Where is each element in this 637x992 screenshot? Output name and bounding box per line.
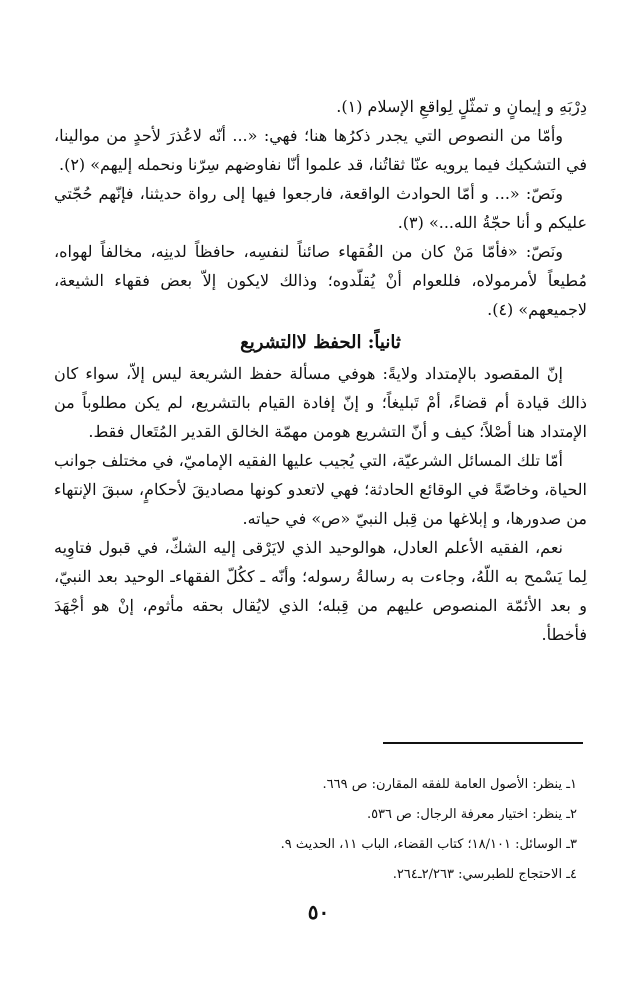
paragraph-1: دِرْبَهِ و إيمانٍ و تمثّلٍ لِواقعِ الإسلام (١). bbox=[336, 97, 587, 116]
section-heading: ثانياً: الحفظ لاالتشريع bbox=[240, 332, 401, 353]
page-number: ٥٠ bbox=[307, 900, 330, 924]
footnote-3: ٣ـ الوسائل: ١٨/١٠١؛ كتاب القضاء، الباب ١١، الحديث ٩. bbox=[280, 837, 577, 852]
paragraph-5: إنّ المقصود بالإمتداد ولايةً: هوفي مسألة حفظ الشريعة ليس إلاّ، سواء كان ذالك قيادة أم قضاءً، أمْ تَبليغاً؛ و إنّ إفادة القيام بالتشريع، لم يكن مطلوباً من الإمتداد هنا أصْلاً؛ كيف و أنّ التشريع هومن مهمّة الخالق القدير المُتَعال فقط. bbox=[54, 364, 587, 441]
footnote-4: ٤ـ الاحتجاج للطبرسي: ٢/٢٦٣ـ٢٦٤. bbox=[392, 867, 577, 882]
footnote-2: ٢ـ ينظر: اختيار معرفة الرجال: ص ٥٣٦. bbox=[366, 807, 577, 822]
footnotes bbox=[60, 770, 577, 890]
footnote-1: ١ـ ينظر: الأصول العامة للفقه المقارن: ص ٦٦٩. bbox=[322, 777, 577, 792]
paragraph-3: ونَصّ: «... و أمّا الحوادث الواقعة، فارجعوا فيها إلى رواة حديثنا، فإنّهم حُجّتي عليكم و أنا حجّةُ الله...» (٣). bbox=[54, 184, 587, 232]
paragraph-4: ونَصّ: «فأمّا مَنْ كان من الفُقهاء صائناً لنفسِه، حافظاً لدينِه، مخالفاً لهواه، مُطيعاً لأمرمولاه، فللعوام أنْ يُقلّدوه؛ وذالك لايكون إلاّ بعض فقهاء الشيعة، لاجميعهم» (٤). bbox=[54, 242, 588, 319]
paragraph-2: وأمّا من النصوص التي يجدر ذكرُها هنا؛ فهي: «... أنّه لاعُذرَ لأحدٍ من موالينا، في التشكيك فيما يرويه عنّا ثقاتُنا، قد علموا أنّا نفاوضهم سِرّنا ونحمله إليهم» (٢). bbox=[54, 126, 587, 174]
paragraph-6: أمّا تلك المسائل الشرعيّة، التي يُجيب عليها الفقيه الإماميّ، في مختلف جوانب الحياة، وخاصّةً في الوقائع الحادثة؛ فهي لاتعدو كونها مصاديقَ لأحكامٍ، سبقَ الإنتهاء من صدورها، و إبلاغها من قِبل النبيّ «ص» في حياته. bbox=[54, 451, 587, 528]
footnote-divider bbox=[383, 742, 583, 744]
main-text bbox=[54, 92, 587, 649]
paragraph-7: نعم، الفقيه الأعلم العادل، هوالوحيد الذي لايَرْقى إليه الشكّ، في قبول فتاوِيه لِما يَسْمح به اللّهُ، وجاءت به رسالةُ رسوله؛ وأنّه ـ ككُلّ الفقهاءـ الوحيد بعد النبيّ، و بعد الأئمّة المنصوص عليهم من قِبله؛ الذي لايُقال بحقه مأثوم، إنْ هو أجْهَدَ فأخطأ. bbox=[54, 538, 587, 644]
